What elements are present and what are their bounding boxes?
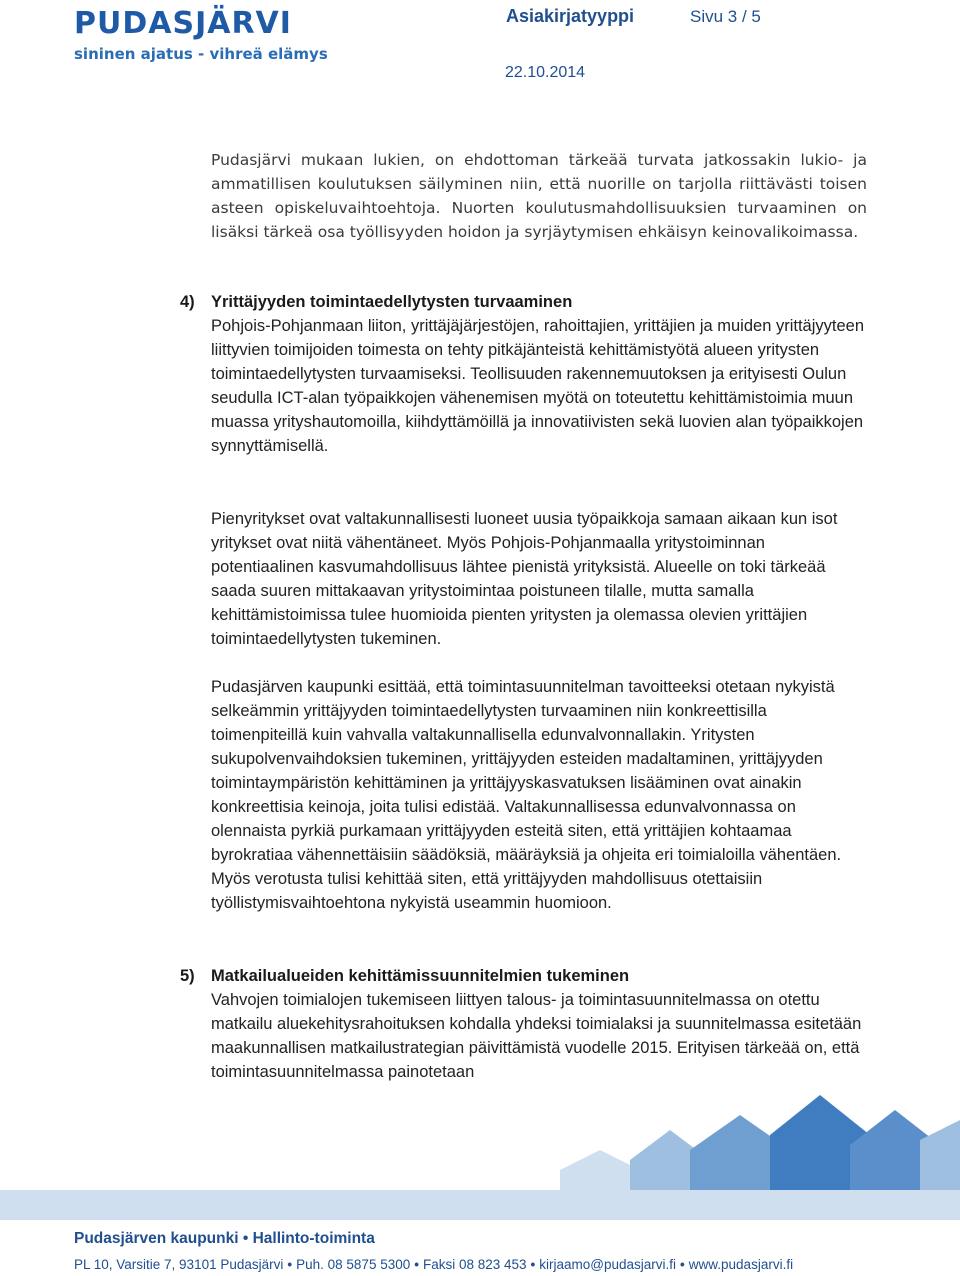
document-type: Asiakirjatyyppi: [506, 6, 635, 26]
skyline-house: [920, 1120, 960, 1190]
pudasjarvi-logo: [74, 6, 344, 68]
bullet-separator: •: [680, 1257, 685, 1272]
bullet-separator: •: [414, 1257, 419, 1272]
bullet-separator: •: [530, 1257, 536, 1272]
page-number: Sivu 3 / 5: [690, 7, 761, 26]
footer-phone: Puh. 08 5875 5300: [296, 1257, 411, 1272]
footer-address: PL 10, Varsitie 7, 93101 Pudasjärvi: [74, 1257, 284, 1272]
section-number: 4): [180, 293, 195, 311]
footer-email[interactable]: kirjaamo@pudasjarvi.fi: [539, 1257, 677, 1272]
logo-tagline: sininen ajatus - vihreä elämys: [74, 45, 328, 63]
section-number: 5): [180, 967, 195, 985]
footer-website[interactable]: www.pudasjarvi.fi: [688, 1257, 794, 1272]
bullet-separator: •: [287, 1257, 293, 1272]
skyline-house: [560, 1150, 640, 1190]
document-date: 22.10.2014: [505, 64, 586, 81]
section-4-paragraph-1: Pohjois-Pohjanmaan liiton, yrittäjäjärjestöjen, rahoittajien, yrittäjien ja muiden yrittäjyyteen liittyvien toimijoiden toimesta on tehty pitkäjänteistä kehittämistyötä alueen yritysten toimintaedellytysten turvaamiseksi. Teollisuuden rakennemuutoksen ja erityisesti Oulun seudulla ICT-alan työpaikkojen vähenemisen myötä on toteutettu kehittämistoimia muun muassa yrityshautomoilla, kiihdyttämöillä ja innovatiivisten sekä luovien alan työpaikkojen synnyttämisellä.: [211, 317, 864, 455]
section-5-paragraph-1: Vahvojen toimialojen tukemiseen liittyen talous- ja toimintasuunnitelmassa on otettu matkailu aluekehitysrahoituksen kohdalla yhdeksi toimialaksi ja suunnitelmassa esitetään maakunnallisen matkailustrategian päivittämistä vuodelle 2015. Erityisen tärkeää on, että toimintasuunnitelmassa painotetaan: [211, 991, 862, 1081]
intro-paragraph: Pudasjärvi mukaan lukien, on ehdottoman tärkeää turvata jatkossakin lukio- ja ammatillisen koulutuksen säilyminen niin, että nuorille on tarjolla riittävästi toisen asteen opiskeluvaihtoehtoja. Nuorten koulutusmahdollisuuksien turvaaminen on lisäksi tärkeä osa työllisyyden hoidon ja syrjäytymisen ehkäisyn keinovalikoimassa.: [211, 151, 867, 241]
footer-organization: Pudasjärven kaupunki • Hallinto-toiminta: [74, 1230, 375, 1247]
logo-title: PUDASJÄRVI: [74, 6, 292, 41]
footer-skyline-graphic: [0, 1090, 960, 1220]
section-4-paragraph-2: Pienyritykset ovat valtakunnallisesti luoneet uusia työpaikkoja samaan aikaan kun isot yritykset ovat niitä vähentäneet. Myös Pohjois-Pohjanmaalla yritystoiminnan potentiaalinen kasvumahdollisuus lähtee pienistä yrityksistä. Alueelle on toki tärkeää saada suuren mittakaavan yritystoimintaa poistuneen tilalle, mutta samalla kehittämistoimissa tulee huomioida pienten yritysten ja olemassa olevien yrittäjien toimintaedellytysten tukeminen.: [211, 510, 838, 648]
skyline-base: [0, 1190, 960, 1220]
section-4-paragraph-3: Pudasjärven kaupunki esittää, että toimintasuunnitelman tavoitteeksi otetaan nykyistä selkeämmin yrittäjyyden toimintaedellytysten turvaaminen niin konkreettisilla toimenpiteillä kuin vahvalla valtakunnallisella edunvalvonnallakin. Yritysten sukupolvenvaihdoksien tukeminen, yrittäjyyden esteiden madaltaminen, yrittäjyyden toimintaympäristön kehittäminen ja yrittäjyyskasvatuksen lisääminen ovat ainakin konkreettisia keinoja, joita tulisi edistää. Valtakunnallisessa edunvalvonnassa on olennaista pyrkiä purkamaan yrittäjyyden esteitä siten, että yrittäjien kohtaamaa byrokratiaa vähennettäisiin säädöksiä, määräyksiä ja ohjeita eri toimialoilla vähentäen. Myös verotusta tulisi kehittää siten, että yrittäjyyden mahdollisuus otettaisiin työllistymisvaihtoehtona nykyistä useammin huomioon.: [211, 678, 842, 912]
footer-contact: [74, 1257, 793, 1272]
section-title: Matkailualueiden kehittämissuunnitelmien tukeminen: [211, 967, 630, 985]
section-title: Yrittäjyyden toimintaedellytysten turvaaminen: [211, 293, 573, 311]
footer-fax: Faksi 08 823 453: [422, 1257, 527, 1272]
